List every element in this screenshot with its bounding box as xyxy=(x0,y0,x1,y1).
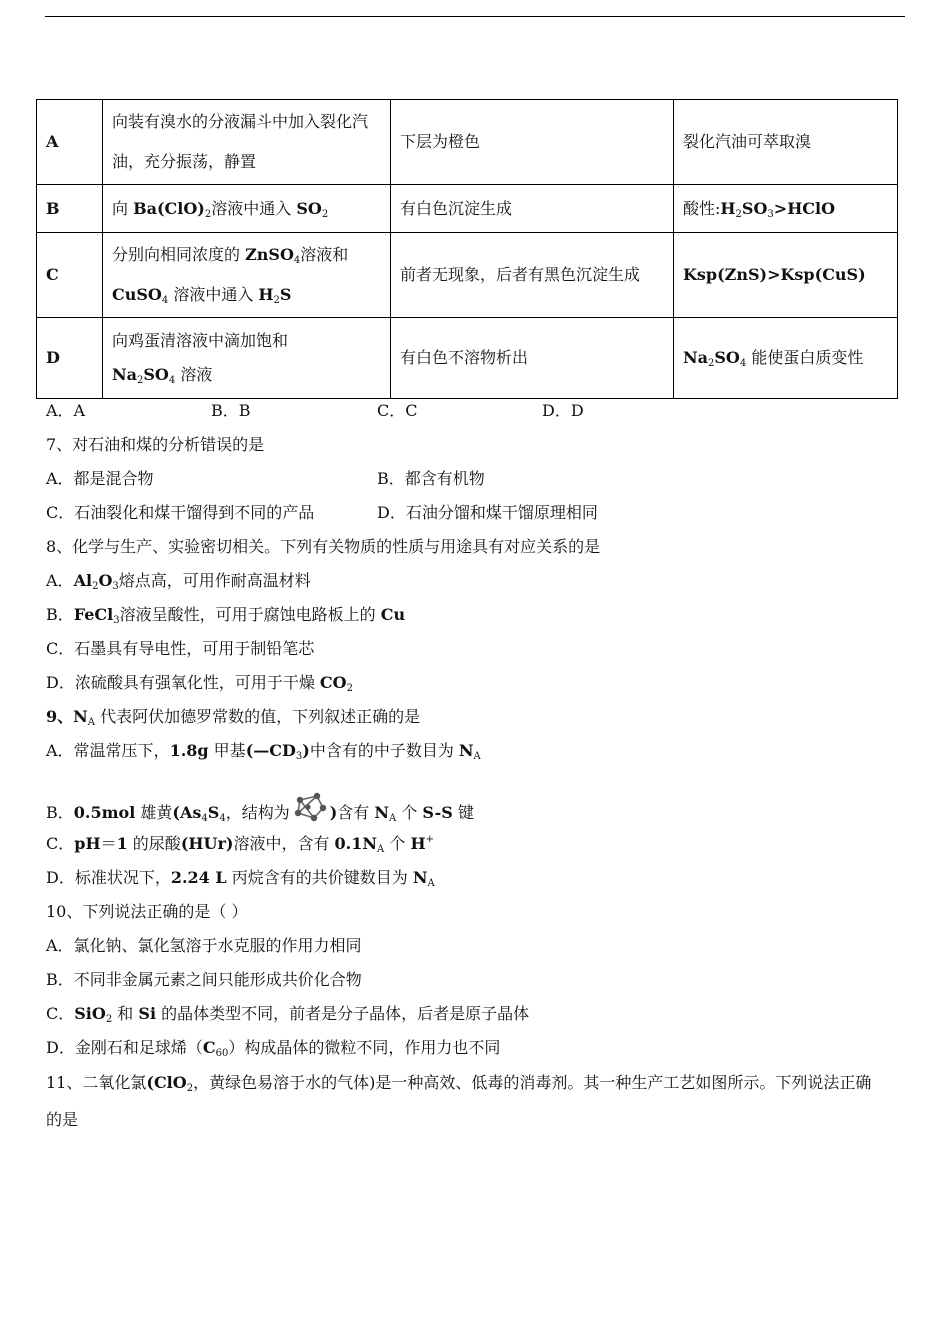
phenomenon-cell: 有白色不溶物析出 xyxy=(391,318,674,399)
q9-option-d: D．标准状况下，2.24 L 丙烷含有的共价键数目为 $N_A$ xyxy=(46,868,435,889)
q10-option-c: C．SiO$_2$ 和 Si 的晶体类型不同，前者是分子晶体，后者是原子晶体 xyxy=(46,1004,530,1025)
q6-option-b: B．B xyxy=(211,401,251,420)
q6-option-c: C．C xyxy=(377,401,418,420)
table-row xyxy=(37,185,898,233)
q7-option-c: C．石油裂化和煤干馏得到不同的产品 xyxy=(46,503,315,522)
q6-option-a: A．A xyxy=(46,401,86,420)
conclusion-cell: Ksp(ZnS)>Ksp(CuS) xyxy=(674,233,898,318)
q9-stem: 9、$N_A$ 代表阿伏加德罗常数的值，下列叙述正确的是 xyxy=(46,707,421,728)
phenomenon-cell: 有白色沉淀生成 xyxy=(391,185,674,233)
operation-cell: 分别向相同浓度的 ZnSO$_4$溶液和 CuSO$_4$ 溶液中通入 $H_2S$ xyxy=(103,233,391,318)
q10-option-d: D．金刚石和足球烯$(C_{60})$构成晶体的微粒不同，作用力也不同 xyxy=(46,1038,501,1059)
q10-option-b: B．不同非金属元素之间只能形成共价化合物 xyxy=(46,970,362,989)
q8-option-b: B．FeCl$_3$溶液呈酸性，可用于腐蚀电路板上的 Cu xyxy=(46,605,406,626)
operation-cell: 向装有溴水的分液漏斗中加入裂化汽 油，充分振荡，静置 xyxy=(103,100,391,185)
conclusion-cell: 裂化汽油可萃取溴 xyxy=(674,100,898,185)
q8-stem: 8、化学与生产、实验密切相关。下列有关物质的性质与用途具有对应关系的是 xyxy=(46,537,601,556)
phenomenon-cell: 前者无现象，后者有黑色沉淀生成 xyxy=(391,233,674,318)
q11-stem-line1: 11、二氧化氯(ClO$_2$，黄绿色易溶于水的气体)是一种高效、低毒的消毒剂。其一种生产工艺如图所示。下列说法正确 xyxy=(46,1073,872,1094)
table-row xyxy=(37,100,898,185)
q9-option-c: C．pH＝1 的尿酸(HUr)溶液中，含有 $0.1N_A$ 个 H+ xyxy=(46,834,434,855)
phenomenon-cell: 下层为橙色 xyxy=(391,100,674,185)
table-row xyxy=(37,318,898,399)
row-label: D xyxy=(37,318,103,399)
q10-stem: 10、下列说法正确的是（ ） xyxy=(46,902,248,921)
q8-option-a: A．$Al_2O_3$熔点高，可用作耐高温材料 xyxy=(46,571,311,592)
table-row xyxy=(37,233,898,318)
q9-option-b: B．0.5mol 雄黄($As_4S_4$，结构为 )含有 $N_A$ 个 S-S 键 xyxy=(46,790,474,824)
q8-option-d: D．浓硫酸具有强氧化性，可用于干燥 $CO_2$ xyxy=(46,673,353,694)
q9-option-a: A．常温常压下，1.8g 甲基$(—CD_3)$中含有的中子数目为 $N_A$ xyxy=(46,741,481,762)
q7-stem: 7、对石油和煤的分析错误的是 xyxy=(46,435,265,454)
q7-option-d: D．石油分馏和煤干馏原理相同 xyxy=(377,503,598,522)
row-label: B xyxy=(37,185,103,233)
q7-option-a: A．都是混合物 xyxy=(46,469,154,488)
q8-option-c: C．石墨具有导电性，可用于制铅笔芯 xyxy=(46,639,315,658)
row-label: C xyxy=(37,233,103,318)
conclusion-cell: $Na_2SO_4$ 能使蛋白质变性 xyxy=(674,318,898,399)
conclusion-cell: 酸性$:H_2SO_3>HClO$ xyxy=(674,185,898,233)
header-rule xyxy=(45,16,905,17)
operation-cell: 向 $Ba(ClO)_2$溶液中通入 $SO_2$ xyxy=(103,185,391,233)
realgar-structure-image xyxy=(290,790,330,824)
experiment-table xyxy=(36,99,898,399)
row-label: A xyxy=(37,100,103,185)
operation-cell: 向鸡蛋清溶液中滴加饱和 $Na_2SO_4$ 溶液 xyxy=(103,318,391,399)
q7-option-b: B．都含有机物 xyxy=(377,469,485,488)
q11-stem-line2: 的是 xyxy=(46,1110,79,1129)
q10-option-a: A．氯化钠、氯化氢溶于水克服的作用力相同 xyxy=(46,936,362,955)
q6-option-d: D．D xyxy=(542,401,584,420)
